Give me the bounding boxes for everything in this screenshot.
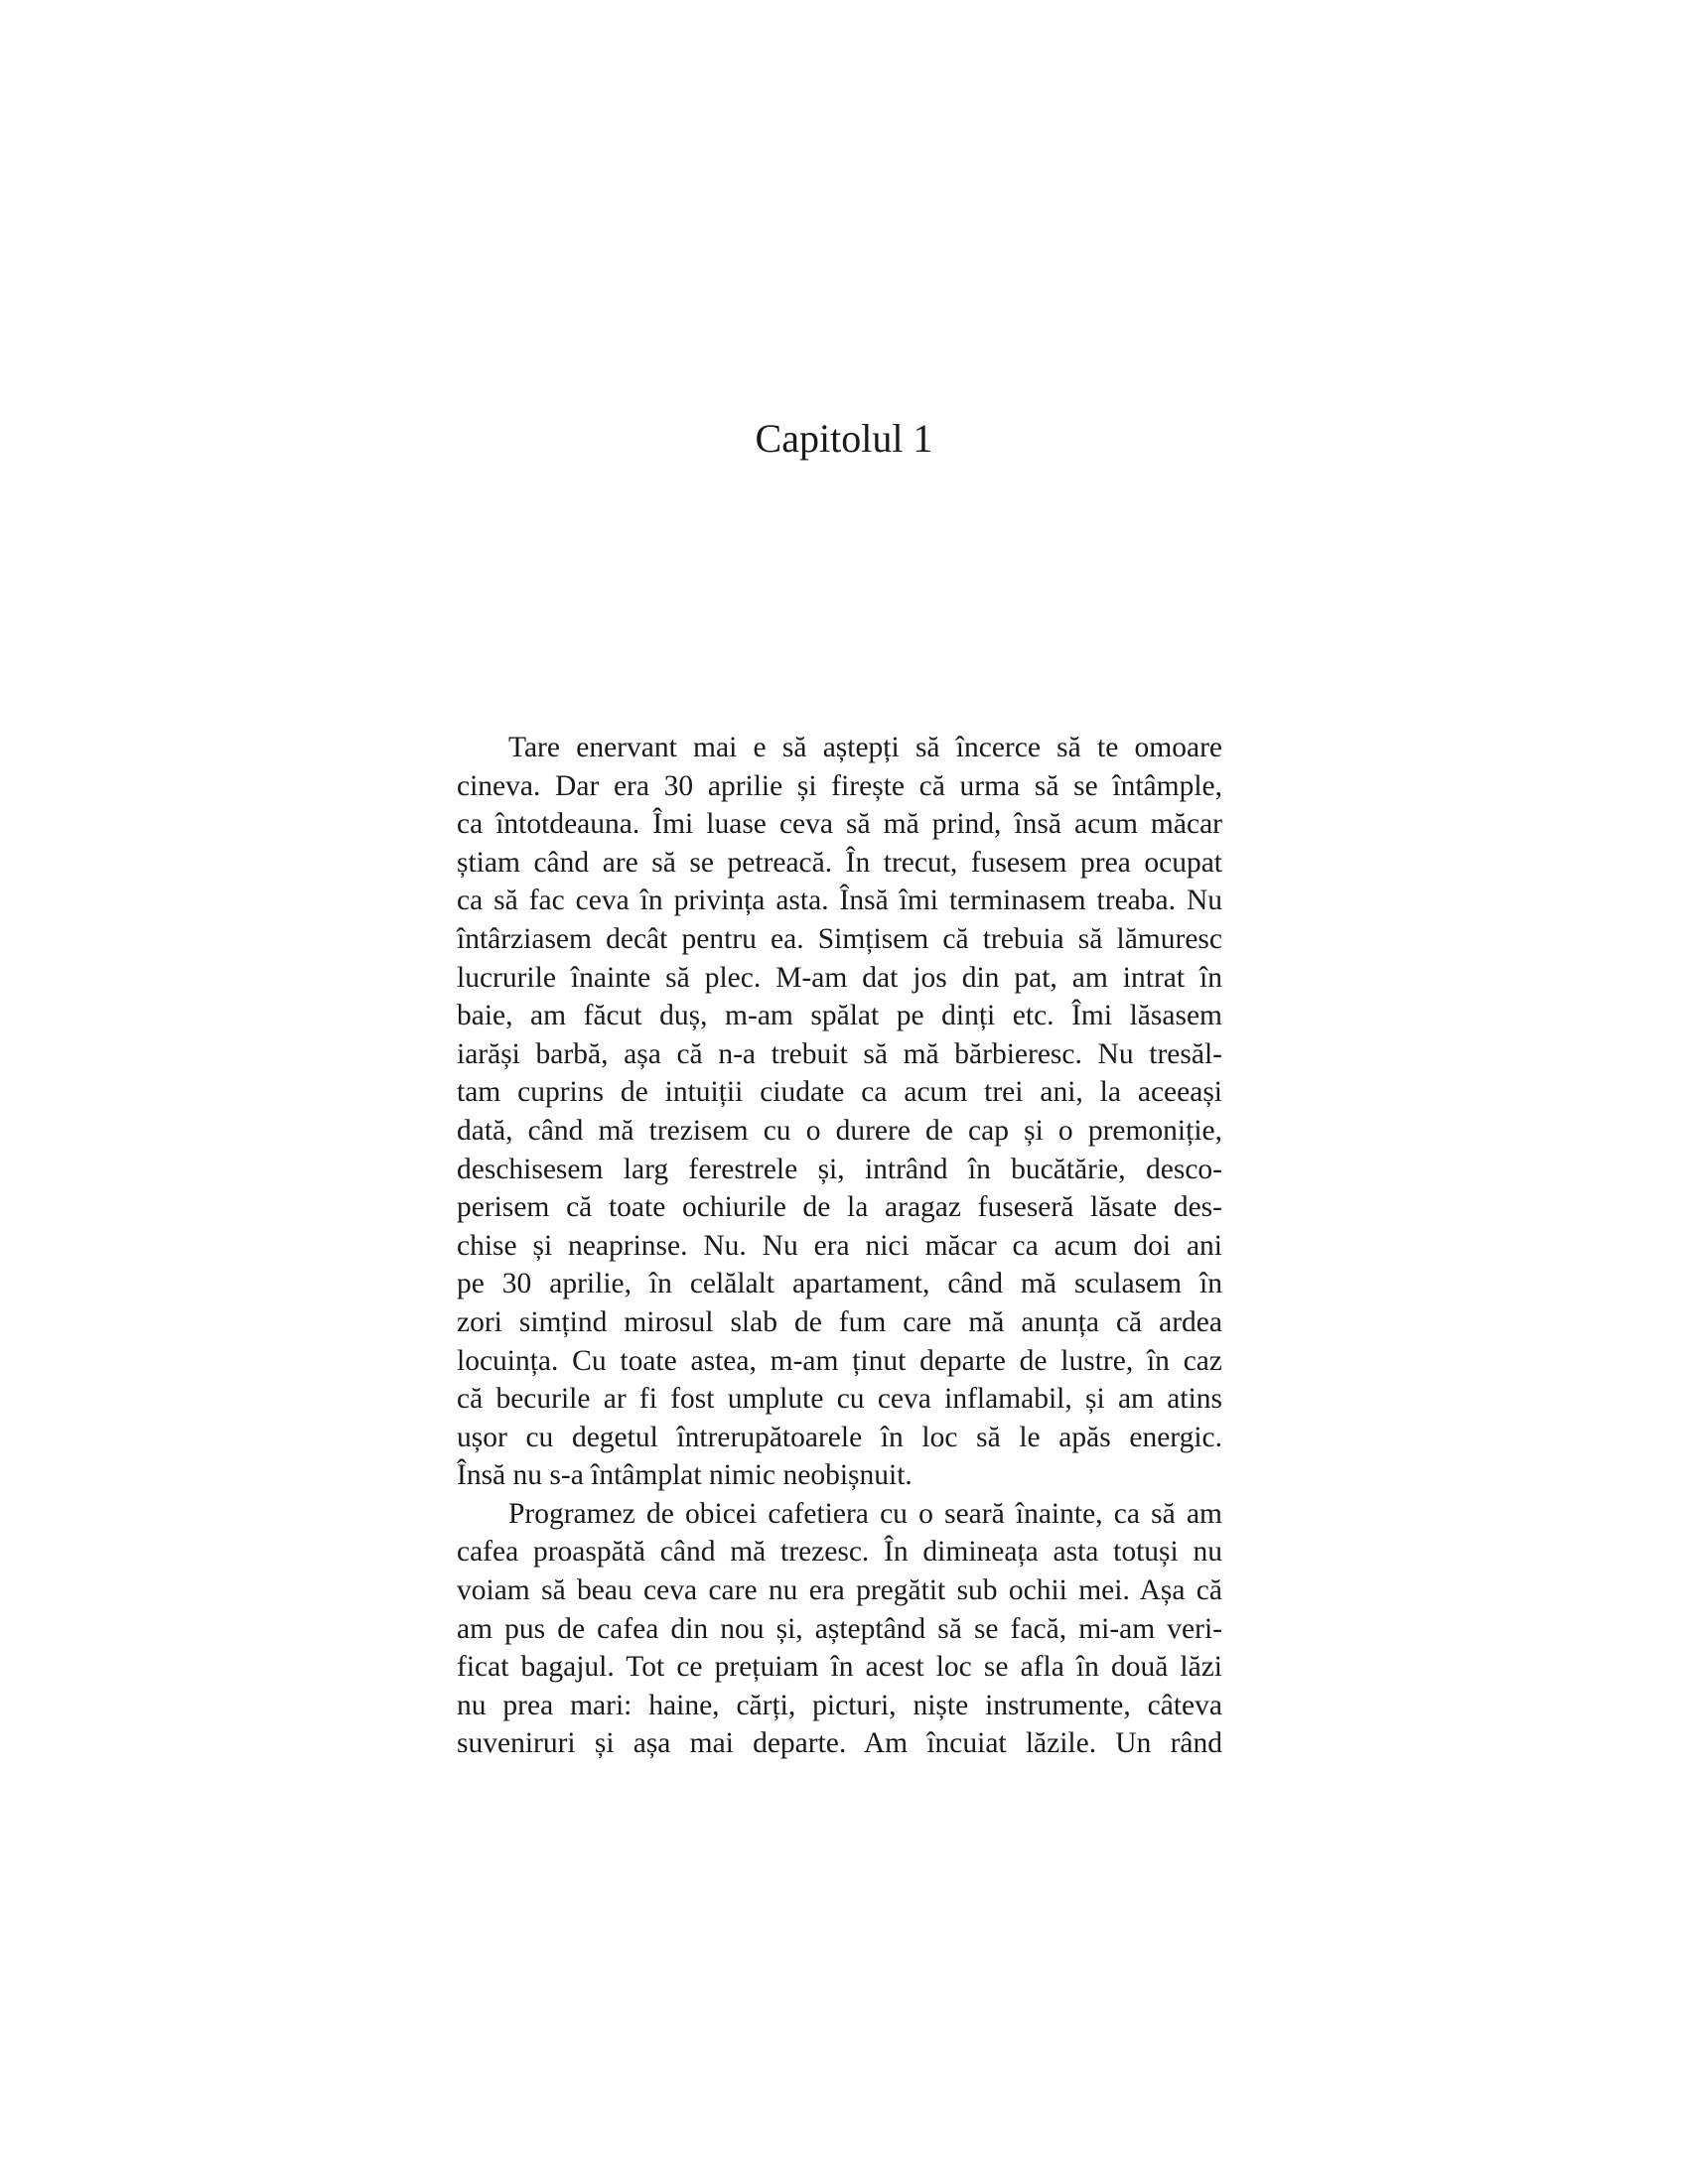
text-line: lucrurile înainte să plec. M-am dat jos din pat, am intrat în (457, 961, 1222, 994)
text-line: locuința. Cu toate astea, m-am ținut departe de lustre, în caz (457, 1344, 1222, 1377)
text-line: zori simțind mirosul slab de fum care mă anunța că ardea (457, 1305, 1222, 1338)
text-line: deschisesem larg ferestrele și, intrând în bucătărie, desco- (457, 1153, 1222, 1185)
text-line: am pus de cafea din nou și, așteptând să se facă, mi-am veri- (457, 1612, 1222, 1645)
text-line: știam când are să se petreacă. În trecut, fusesem prea ocupat (457, 846, 1222, 879)
text-line: voiam să beau ceva care nu era pregătit sub ochii mei. Așa că (457, 1574, 1222, 1607)
text-line: Tare enervant mai e să aștepți să încerce să te omoare (508, 732, 1222, 763)
text-line: ușor cu degetul întrerupătoarele în loc să le apăs energic. (457, 1421, 1222, 1453)
text-line: întârziasem decât pentru ea. Simțisem că trebuia să lămuresc (457, 922, 1222, 955)
text-line: ficat bagajul. Tot ce prețuiam în acest loc se afla în două lăzi (457, 1651, 1222, 1684)
text-line: dată, când mă trezisem cu o durere de cap și o premoniție, (457, 1114, 1222, 1147)
text-line: perisem că toate ochiurile de la aragaz fuseseră lăsate des- (457, 1191, 1222, 1224)
paragraph (457, 1495, 1222, 1763)
text-line: Programez de obicei cafetiera cu o seară înainte, ca să am (508, 1497, 1222, 1530)
text-line: ca să fac ceva în privința asta. Însă îmi terminasem treaba. Nu (457, 885, 1222, 917)
text-line: Însă nu s-a întâmplat nimic neobișnuit. (457, 1459, 913, 1492)
text-line: ca întotdeauna. Îmi luase ceva să mă prind, însă acum măcar (457, 808, 1222, 841)
text-line: cafea proaspătă când mă trezesc. În dimineața asta totuși nu (457, 1536, 1222, 1569)
text-line: chise și neaprinse. Nu. Nu era nici măcar ca acum doi ani (457, 1229, 1222, 1262)
text-line: iarăși barbă, așa că n-a trebuit să mă bărbieresc. Nu tresăl- (457, 1037, 1222, 1070)
chapter-title: Capitolul 1 (755, 416, 933, 461)
text-line: pe 30 aprilie, în celălalt apartament, când mă sculasem în (457, 1268, 1222, 1300)
text-line: nu prea mari: haine, cărți, picturi, niște instrumente, câteva (457, 1689, 1222, 1721)
text-line: că becurile ar fi fost umplute cu ceva inflamabil, și am atins (457, 1383, 1222, 1416)
text-line: cineva. Dar era 30 aprilie și firește că urma să se întâmple, (457, 769, 1222, 802)
text-line: tam cuprins de intuiții ciudate ca acum trei ani, la aceeași (457, 1076, 1222, 1109)
body-text (457, 729, 1222, 1763)
text-line: baie, am făcut duș, m-am spălat pe dinți etc. Îmi lăsasem (457, 1000, 1222, 1032)
paragraph (457, 729, 1222, 1495)
text-line: suveniruri și așa mai departe. Am încuiat lăzile. Un rând (457, 1727, 1222, 1760)
